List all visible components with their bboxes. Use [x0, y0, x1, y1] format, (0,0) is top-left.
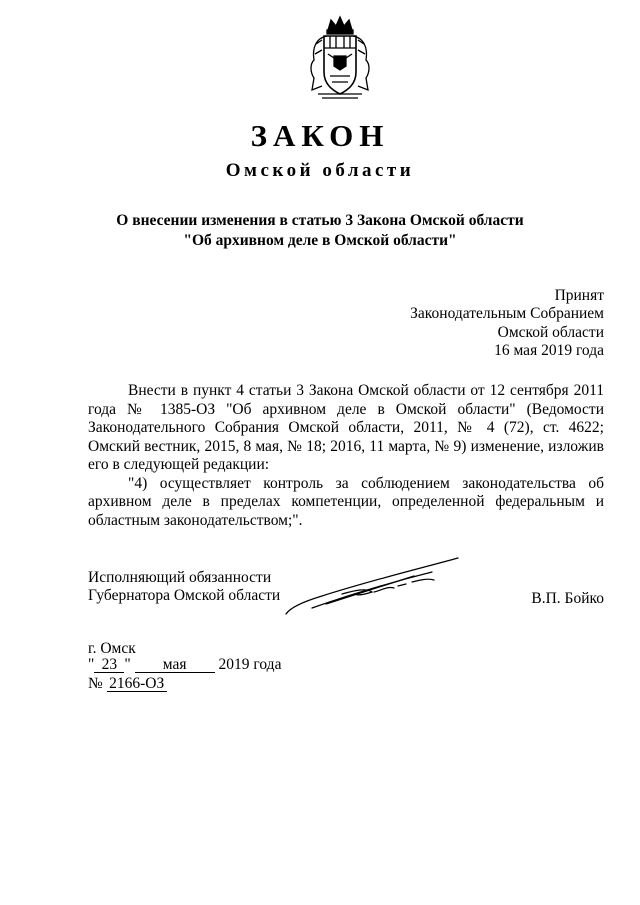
signing-year: 2019 года	[218, 656, 282, 673]
signatory-position-line2: Губернатора Омской области	[88, 587, 281, 604]
coat-of-arms-emblem	[300, 14, 380, 100]
document-subtitle: Омской области	[225, 160, 415, 181]
signatory-position-line1: Исполняющий обязанности	[88, 569, 272, 586]
law-number-value: 2166-ОЗ	[107, 676, 167, 692]
law-heading-line1: О внесении изменения в статью 3 Закона Омской области	[116, 212, 524, 229]
city: г. Омск	[88, 640, 136, 657]
law-number-prefix: №	[88, 675, 103, 692]
body-paragraph-1: Внести в пункт 4 статьи 3 Закона Омской области от 12 сентября 2011 года № 1385-ОЗ "Об архивном деле в Омской области" (Ведомости Законодательного Собрания Омской области, 2011, № 4 (72), ст. 4622; Омский вестник, 2015, 8 мая, № 18; 2016, 11 марта, № 9) изменение, изложив его в следующей редакции:	[88, 382, 604, 473]
law-number	[88, 675, 167, 693]
law-body	[88, 382, 604, 530]
adopted-line2: Законодательным Собранием	[410, 305, 604, 322]
signing-month: мая	[135, 657, 215, 673]
signing-date: " 23 " мая 2019 года	[88, 656, 282, 673]
adopted-date: 16 мая 2019 года	[494, 342, 604, 359]
handwritten-signature	[282, 556, 462, 618]
adopted-line1: Принят	[554, 287, 604, 304]
law-heading-line2: "Об архивном деле в Омской области"	[183, 232, 457, 249]
signing-day: 23	[94, 657, 124, 673]
body-paragraph-2: "4) осуществляет контроль за соблюдением законодательства об архивном деле в пределах компетенции, определенной федеральным и областным законодательством;".	[88, 474, 604, 529]
signatory-name: В.П. Бойко	[531, 590, 604, 607]
adopted-line3: Омской области	[497, 324, 604, 341]
document-title: ЗАКОН	[250, 118, 390, 153]
